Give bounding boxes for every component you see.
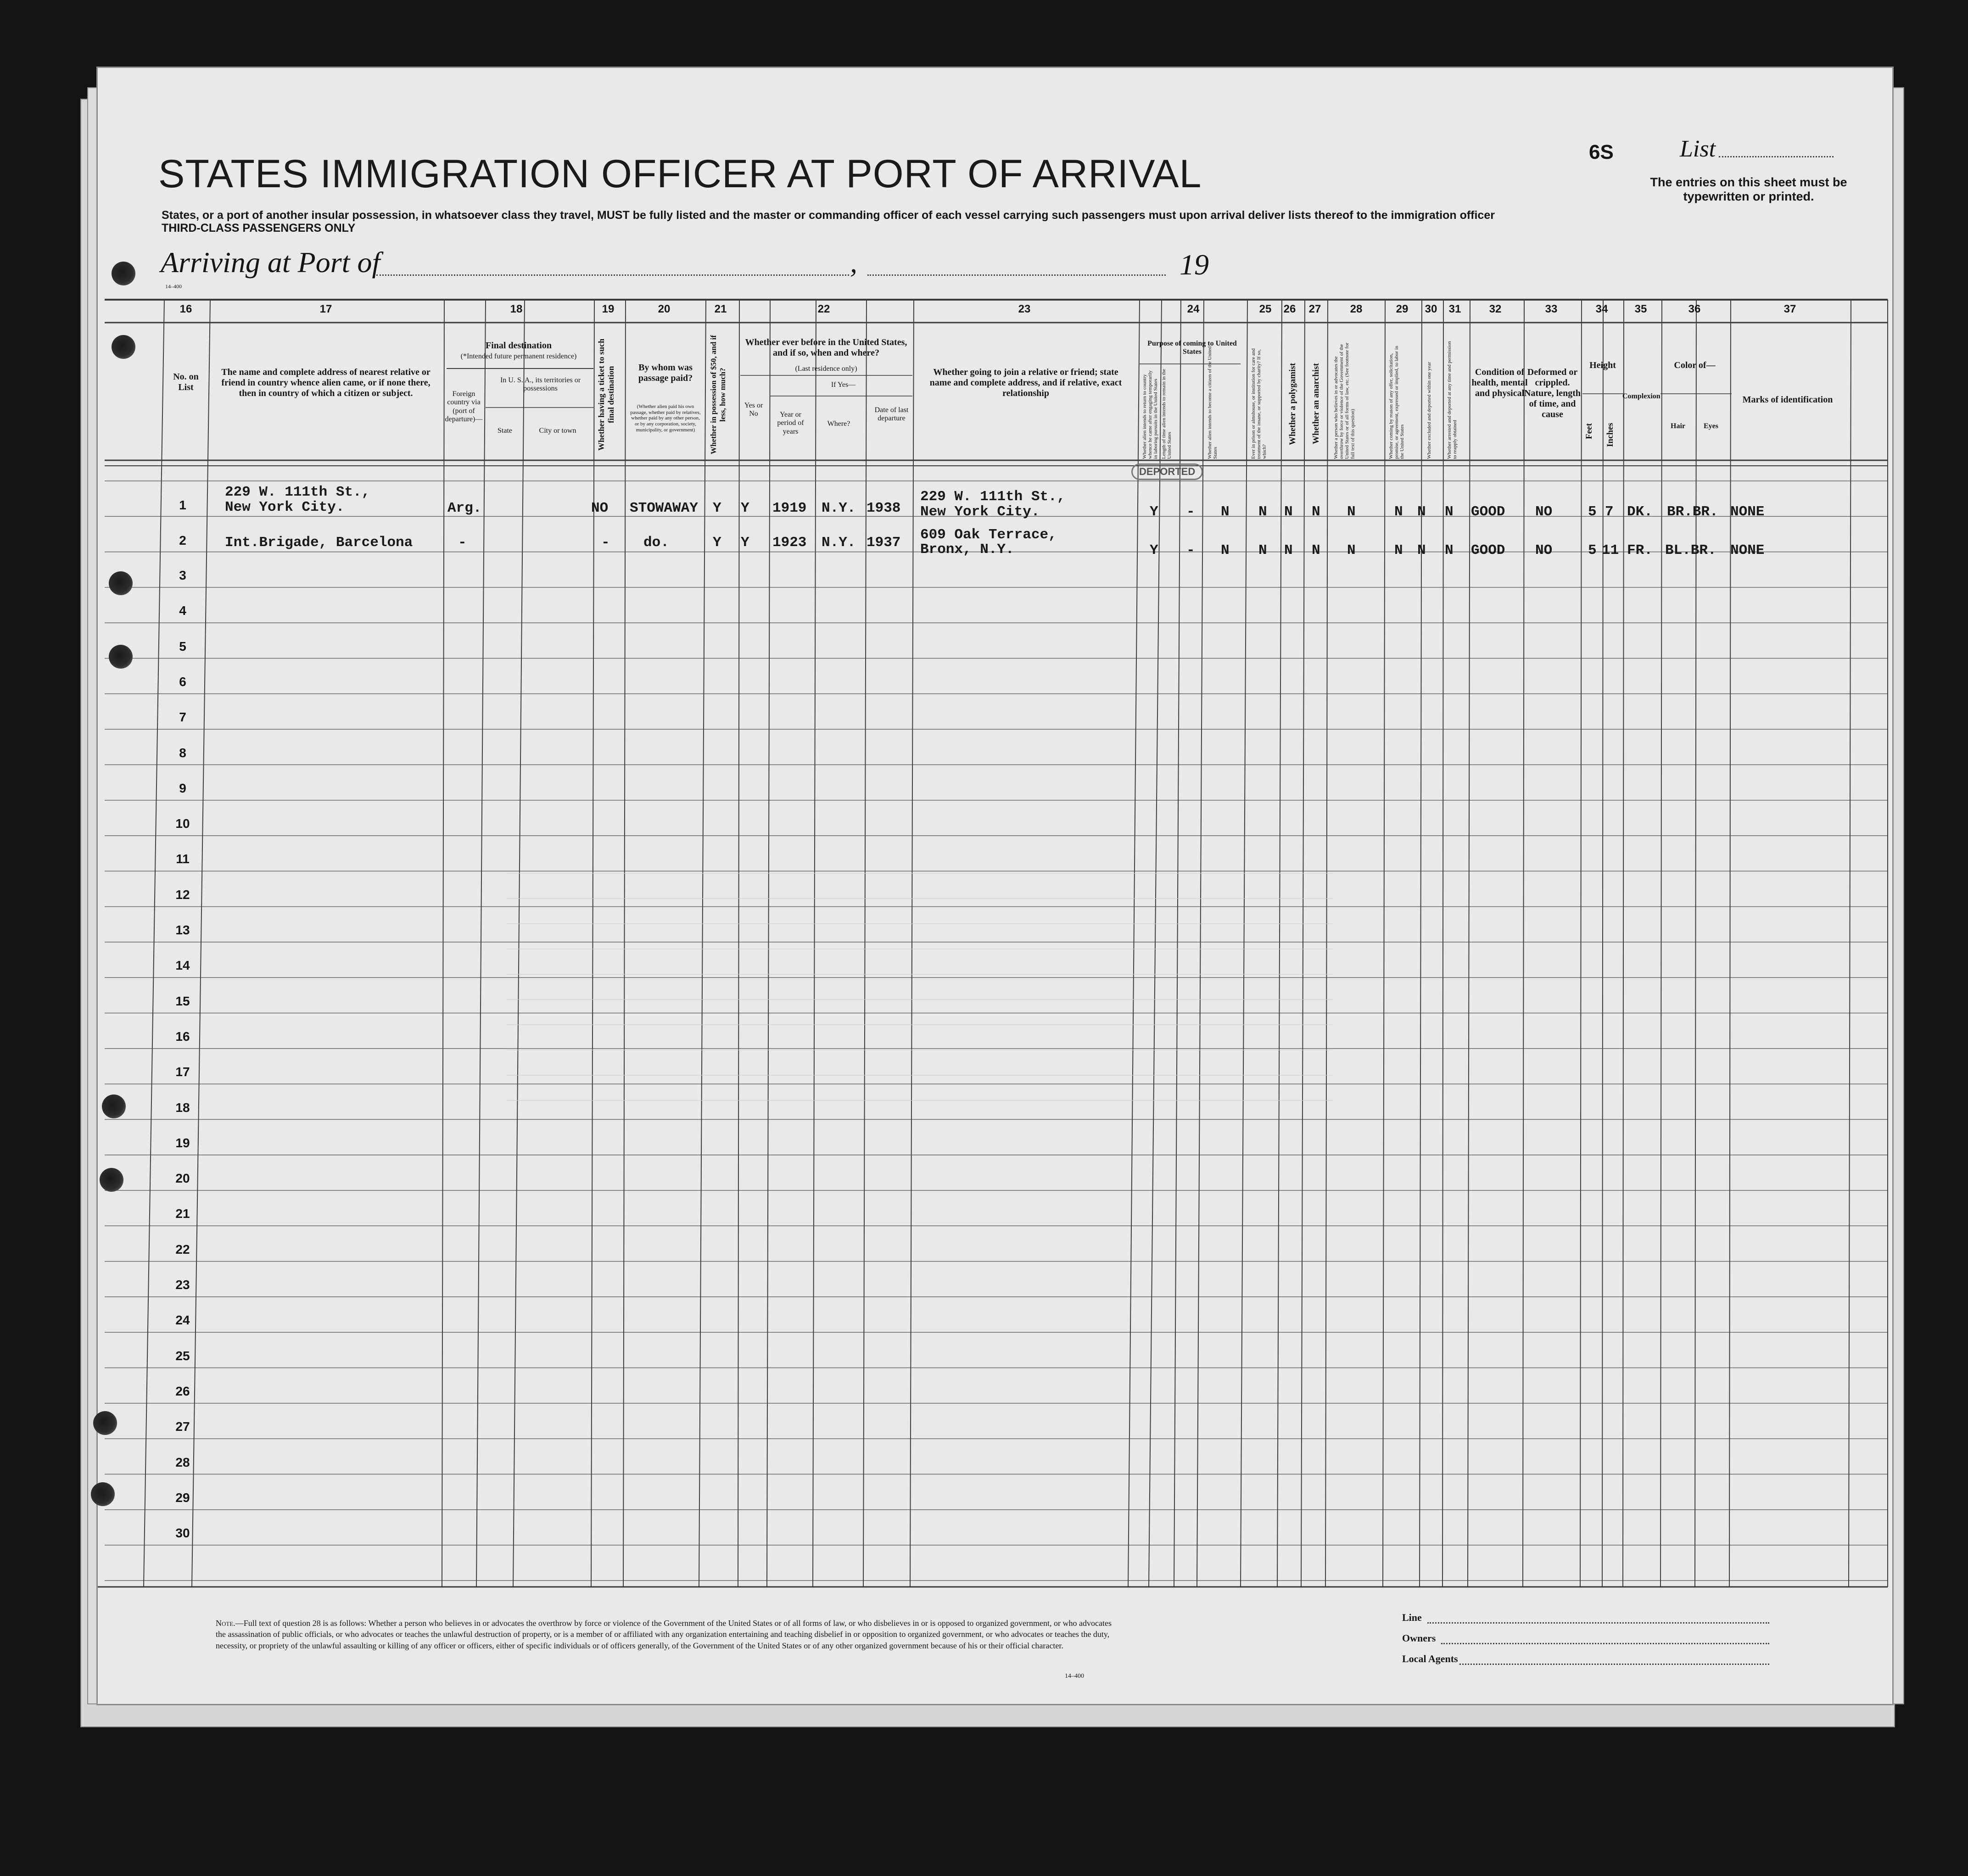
row-number: 22 xyxy=(175,1242,190,1256)
column-number: 19 xyxy=(602,303,615,315)
column-number: 21 xyxy=(714,303,727,315)
row2-c31: N xyxy=(1445,542,1454,558)
footnote-text: —Full text of question 28 is as follows: Whether a person who believes in or advocates the overthrow by force or violence of the Government of the United States or of all forms of law, or who disbelieves in or is opposed to organized government, or who advocates the assassination of public officials, or who advocates or teaches the unlawful destruction of property, or is a member of or affiliated with any organization entertaining and teaching disbelief in or opposition to organized government, or who advocates or teaches the duty, necessity, or propriety of the unlawful assaulting or killing of any officer or officers, either of specific individuals or of officers generally, of the Government of the United States or of any other organized government because of his or their official character. xyxy=(216,1619,1112,1650)
column-number: 18 xyxy=(510,303,523,315)
row1-ever-before: Y xyxy=(741,500,749,516)
row2-hair-eyes: BL.BR. xyxy=(1665,542,1716,558)
grid-line xyxy=(1241,300,1247,1587)
row2-deformed: NO xyxy=(1535,542,1553,558)
row2-length: - xyxy=(1186,542,1195,558)
row2-relative: Int.Brigade, Barcelona xyxy=(225,535,413,551)
header-no-on-list: No. on List xyxy=(173,372,199,392)
header-28: Whether a person who believes in or advocates the overthrow by force or violence of the Government of the United States or of all forms of law, etc. (See footnote for full text of this question) xyxy=(1333,342,1356,459)
header-state: State xyxy=(498,427,512,435)
row1-condition: GOOD xyxy=(1471,504,1505,520)
row-number: 28 xyxy=(175,1455,190,1469)
column-number: 30 xyxy=(1425,303,1437,315)
comma: , xyxy=(850,246,857,279)
column-number: 23 xyxy=(1018,303,1031,315)
row2-c29: N xyxy=(1394,542,1403,558)
row-number: 18 xyxy=(175,1100,190,1115)
header-29: Whether coming by reason of any offer, solicitation, promise, or agreement, expressed or implied, to labor in the United States xyxy=(1388,346,1405,459)
row2-foreign-country: - xyxy=(458,535,467,551)
header-25b: Ever in prison or almshouse, or institution for care and treatment of the insane, or supported by charity? If so, which? xyxy=(1251,348,1268,459)
row1-year: 1919 xyxy=(772,500,807,516)
grid-line xyxy=(1580,300,1582,1587)
list-underline xyxy=(1719,156,1834,157)
header-foreign-country: Foreign country via (port of departure)— xyxy=(445,390,483,424)
header-31: Whether arrested and deported at any time and permission to reapply obtained xyxy=(1447,341,1458,459)
agents-blank xyxy=(1459,1664,1769,1665)
header-purpose: Purpose of coming to United States xyxy=(1147,340,1237,356)
header-color-of: Color of— xyxy=(1674,360,1716,370)
column-number: 29 xyxy=(1396,303,1409,315)
column-number: 37 xyxy=(1784,303,1796,315)
header-ticket: Whether having a ticket to such final destination xyxy=(597,338,615,451)
row1-join-line2: New York City. xyxy=(920,504,1040,520)
grid-line xyxy=(1623,300,1624,1587)
column-number: 27 xyxy=(1308,303,1321,315)
binder-hole xyxy=(93,1411,117,1435)
form-code: 14–400 xyxy=(165,283,182,290)
grid-line xyxy=(738,300,739,1587)
column-number: 24 xyxy=(1187,303,1200,315)
row2-condition: GOOD xyxy=(1471,542,1505,558)
column-number: 25 xyxy=(1259,303,1272,315)
header-eyes: Eyes xyxy=(1704,422,1718,430)
header-hair: Hair xyxy=(1671,422,1685,430)
grid-line xyxy=(863,300,867,1587)
line-blank xyxy=(1427,1622,1769,1624)
grid-line xyxy=(1383,300,1385,1587)
column-number: 20 xyxy=(658,303,671,315)
line-label: Line xyxy=(1402,1612,1422,1623)
row2-fifty: Y xyxy=(713,535,721,551)
grid-line xyxy=(1695,300,1696,1587)
row2-paid-by: do. xyxy=(643,535,669,551)
header-by-whom: By whom was passage paid? xyxy=(638,363,693,383)
row1-c29: N xyxy=(1394,504,1403,520)
row1-c26: N xyxy=(1284,504,1293,520)
row2-departure: 1937 xyxy=(867,535,901,551)
header-complexion: Complexion xyxy=(1622,392,1660,400)
grid-line xyxy=(1174,300,1181,1587)
grid-line xyxy=(476,300,486,1587)
row2-feet: 5 xyxy=(1588,542,1597,558)
row-number: 19 xyxy=(175,1135,190,1150)
port-blank xyxy=(376,274,849,276)
row1-departure: 1938 xyxy=(867,500,901,516)
header-deformed: Deformed or crippled. Nature, length of time, and cause xyxy=(1524,367,1581,419)
page-subtitle: States, or a port of another insular possession, in whatsoever class they travel, MUST be fully listed and the master or commanding officer of each vessel carrying such passengers must upon arrival deliver lists thereof to the immigration officer xyxy=(162,209,1495,222)
column-number: 26 xyxy=(1283,303,1296,315)
row-number: 27 xyxy=(175,1419,190,1434)
row-number: 23 xyxy=(175,1278,190,1292)
row-number: 4 xyxy=(179,603,186,618)
row-number: 15 xyxy=(175,994,190,1008)
row-number: 10 xyxy=(175,816,190,831)
header-marks: Marks of identification xyxy=(1742,395,1833,405)
row-number: 26 xyxy=(175,1384,190,1398)
header-final-destination-note: (*Intended future permanent residence) xyxy=(460,352,577,360)
row1-c31: N xyxy=(1445,504,1454,520)
row-number: 29 xyxy=(175,1490,190,1505)
header-if-yes: If Yes— xyxy=(831,381,856,389)
header-30: Whether excluded and deported within one year xyxy=(1426,362,1432,459)
binder-hole xyxy=(109,571,133,595)
grid-line xyxy=(1277,300,1282,1587)
binder-hole xyxy=(102,1094,126,1118)
footnote xyxy=(216,1618,1115,1651)
row2-ever-before: Y xyxy=(741,535,749,551)
footer-form-code: 14–400 xyxy=(1065,1673,1084,1680)
row1-deformed: NO xyxy=(1535,504,1553,520)
column-number: 28 xyxy=(1350,303,1363,315)
deported-stamp: DEPORTED xyxy=(1131,463,1203,480)
row-number: 17 xyxy=(175,1065,190,1079)
row-number: 12 xyxy=(175,887,190,902)
binder-hole xyxy=(112,335,135,359)
header-inches: Inches xyxy=(1605,423,1615,447)
column-number: 35 xyxy=(1634,303,1647,315)
grid-line xyxy=(699,300,706,1587)
year-prefix: 19 xyxy=(1180,248,1209,281)
header-date-departure: Date of last departure xyxy=(874,406,909,423)
header-24b: Length of time alien intends to remain in the United States xyxy=(1161,368,1173,459)
row2-c25: N xyxy=(1221,542,1230,558)
row-number: 21 xyxy=(175,1206,190,1221)
row2-c26: N xyxy=(1284,542,1293,558)
row1-hair-eyes: BR.BR. xyxy=(1667,504,1718,520)
row2-join-line2: Bronx, N.Y. xyxy=(920,542,1014,558)
row1-inches: 7 xyxy=(1605,504,1614,520)
date-blank xyxy=(867,274,1166,276)
page-title: STATES IMMIGRATION OFFICER AT PORT OF ARRIVAL xyxy=(158,152,1202,196)
grid-line xyxy=(767,300,770,1587)
row2-c27: N xyxy=(1312,542,1320,558)
row2-ticket: - xyxy=(601,535,610,551)
list-number: 6S xyxy=(1589,141,1614,163)
binder-hole xyxy=(112,262,135,285)
agents-label: Local Agents xyxy=(1402,1653,1458,1664)
row1-relative-line2: New York City. xyxy=(225,499,345,515)
header-where: Where? xyxy=(827,420,850,428)
header-final-destination: Final destination xyxy=(486,341,552,351)
binder-hole xyxy=(100,1168,123,1192)
row1-purpose: Y xyxy=(1150,504,1158,520)
grid-line xyxy=(1128,300,1140,1587)
row1-relative-line1: 229 W. 111th St., xyxy=(225,484,370,500)
row2-purpose: Y xyxy=(1150,542,1158,558)
list-label: List xyxy=(1680,136,1716,162)
row2-c25b: N xyxy=(1258,542,1267,558)
row-number: 20 xyxy=(175,1171,190,1186)
row2-c30: N xyxy=(1417,542,1426,558)
row-number: 11 xyxy=(176,852,190,866)
column-number: 22 xyxy=(817,303,830,315)
class-line: THIRD-CLASS PASSENGERS ONLY xyxy=(162,222,356,234)
header-feet: Feet xyxy=(1584,423,1594,440)
row2-inches: 11 xyxy=(1602,542,1619,558)
grid-line xyxy=(1442,300,1443,1587)
row1-fifty: Y xyxy=(713,500,721,516)
binder-hole xyxy=(109,645,133,669)
row1-where: N.Y. xyxy=(822,500,856,516)
header-ever-before-note: (Last residence only) xyxy=(795,365,857,373)
arriving-label: Arriving at Port of xyxy=(161,246,380,279)
grid-line xyxy=(910,300,914,1587)
row2-where: N.Y. xyxy=(822,535,856,551)
row-number: 24 xyxy=(175,1313,190,1328)
header-relative: The name and complete address of nearest relative or friend in country whence alien came, or if none there, then in country of which a citizen or subject. xyxy=(221,367,430,398)
row2-c28: N xyxy=(1347,542,1356,558)
header-height: Height xyxy=(1589,360,1616,370)
header-year-period: Year or period of years xyxy=(777,411,804,436)
row-number: 30 xyxy=(175,1526,190,1541)
column-number: 17 xyxy=(319,303,332,315)
column-number: 33 xyxy=(1545,303,1558,315)
row-number: 8 xyxy=(179,745,186,760)
grid-line xyxy=(1468,300,1470,1587)
header-ever-before: Whether ever before in the United States, and if so, when and where? xyxy=(745,337,907,358)
header-by-whom-note: (Whether alien paid his own passage, whether paid by relatives, whether paid by any other person, or by any corporation, society, municipality, or government) xyxy=(630,404,701,433)
row1-foreign-country: Arg. xyxy=(447,500,482,516)
row1-join-line1: 229 W. 111th St., xyxy=(920,489,1066,505)
grid-line xyxy=(513,300,525,1587)
header-yes-no: Yes or No xyxy=(744,402,763,418)
grid-line xyxy=(1197,300,1204,1587)
row1-paid-by: STOWAWAY xyxy=(630,500,698,516)
header-fifty: Whether in possession of $50, and if less, how much? xyxy=(709,335,727,454)
grid-line xyxy=(1523,300,1524,1587)
grid-line xyxy=(1602,300,1603,1587)
row1-c25: N xyxy=(1221,504,1230,520)
row1-c25b: N xyxy=(1258,504,1267,520)
grid-line xyxy=(591,300,594,1587)
row-number: 6 xyxy=(179,674,186,689)
grid-line xyxy=(1660,300,1662,1587)
grid-line xyxy=(442,300,444,1587)
grid-line xyxy=(1301,300,1305,1587)
header-usa: In U. S. A., its territories or possessions xyxy=(500,376,581,393)
row-number: 3 xyxy=(179,568,186,582)
row2-join-line1: 609 Oak Terrace, xyxy=(920,527,1057,543)
row1-marks: NONE xyxy=(1730,504,1765,520)
grid-line xyxy=(1729,300,1731,1587)
row-number: 2 xyxy=(179,533,186,547)
row-number: 1 xyxy=(179,498,186,512)
owners-label: Owners xyxy=(1402,1632,1436,1644)
row-number: 13 xyxy=(175,923,190,937)
column-number: 31 xyxy=(1448,303,1461,315)
footnote-label: Note. xyxy=(216,1619,235,1628)
row2-marks: NONE xyxy=(1730,542,1765,558)
row1-c28: N xyxy=(1347,504,1356,520)
grid-line xyxy=(1849,300,1851,1587)
header-anarchist: Whether an anarchist xyxy=(1311,363,1321,445)
row1-ticket: NO xyxy=(591,500,609,516)
grid-line xyxy=(1325,300,1328,1587)
row-number: 14 xyxy=(175,958,190,973)
column-number: 32 xyxy=(1489,303,1502,315)
row-number: 9 xyxy=(179,781,186,795)
grid-line xyxy=(1420,300,1422,1587)
binder-hole xyxy=(91,1482,115,1506)
row-number: 25 xyxy=(175,1348,190,1363)
row2-complexion: FR. xyxy=(1627,542,1653,558)
grid-line xyxy=(813,300,816,1587)
header-city: City or town xyxy=(539,427,576,435)
instruction-text: The entries on this sheet must be typewritten or printed. xyxy=(1650,175,1847,203)
header-join-relative: Whether going to join a relative or friend; state name and complete address, and if relative, exact relationship xyxy=(929,367,1122,398)
row1-c27: N xyxy=(1312,504,1320,520)
owners-blank xyxy=(1441,1643,1769,1644)
header-25a: Whether alien intends to become a citizen of the United States xyxy=(1207,346,1219,459)
row-number: 16 xyxy=(175,1029,190,1044)
row-number: 7 xyxy=(179,710,186,725)
row-number: 5 xyxy=(179,639,186,653)
grid-line xyxy=(1149,300,1162,1587)
header-polygamist: Whether a polygamist xyxy=(1288,363,1297,445)
row1-length: - xyxy=(1186,504,1195,520)
row1-feet: 5 xyxy=(1588,504,1597,520)
column-number: 36 xyxy=(1688,303,1701,315)
header-24a: Whether alien intends to return to country whence he came after engaging temporarily in laboring pursuits in the United States xyxy=(1142,370,1159,459)
grid-line xyxy=(623,300,626,1587)
row1-c30: N xyxy=(1417,504,1426,520)
row1-complexion: DK. xyxy=(1627,504,1653,520)
header-condition: Condition of health, mental and physical xyxy=(1471,367,1528,398)
column-number: 34 xyxy=(1595,303,1608,315)
row2-year: 1923 xyxy=(772,535,807,551)
column-number: 16 xyxy=(179,303,192,315)
